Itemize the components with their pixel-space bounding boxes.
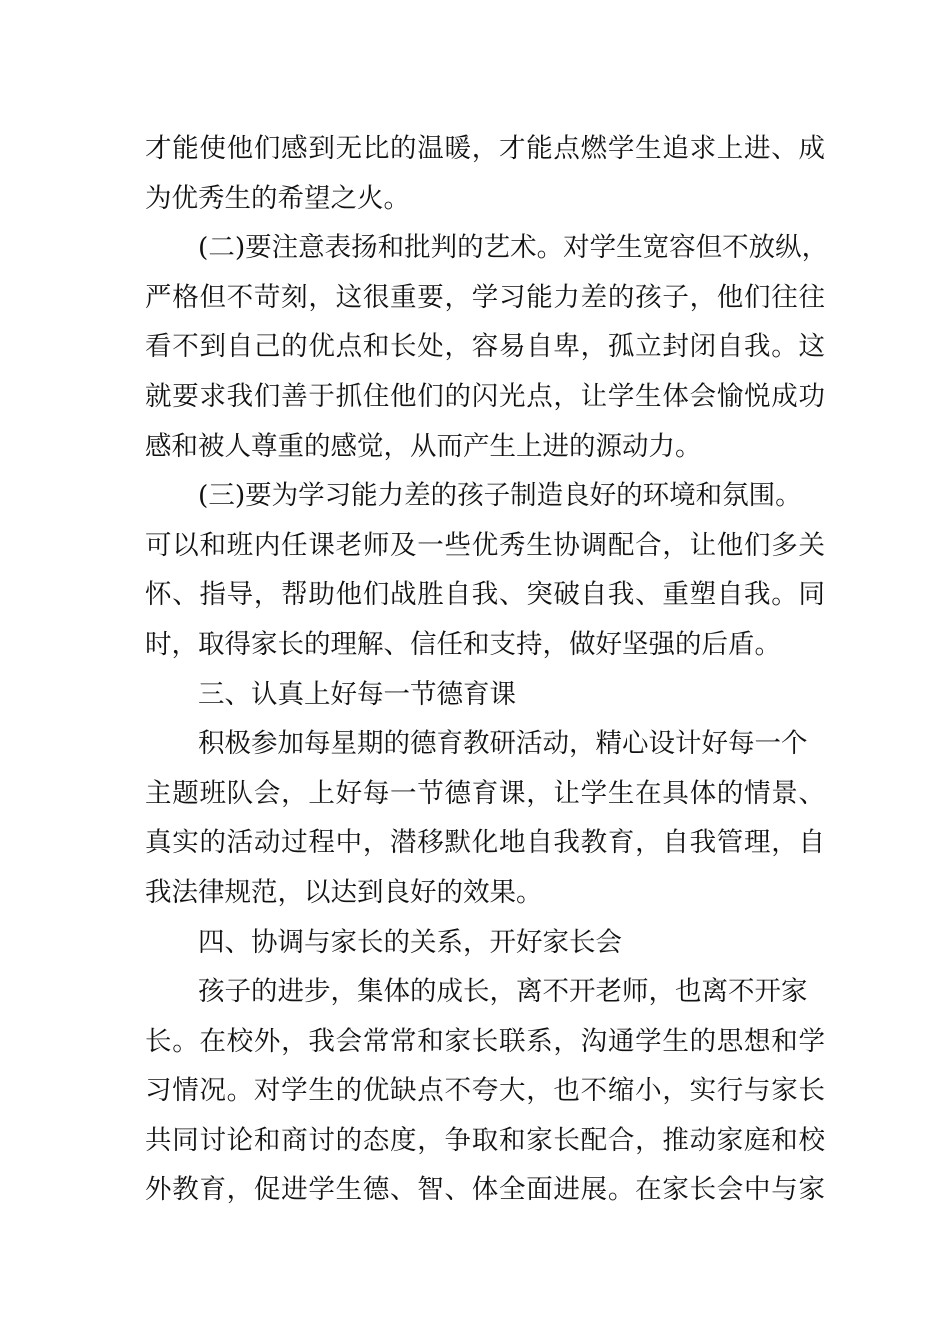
text-line: 才能使他们感到无比的温暖，才能点燃学生追求上进、成 [145, 133, 825, 164]
text-line: 为优秀生的希望之火。 [145, 182, 410, 214]
text-line: 主题班队会，上好每一节德育课，让学生在具体的情景、 [145, 777, 825, 809]
body-text [145, 124, 829, 1215]
text-line: 长。在校外，我会常常和家长联系，沟通学生的思想和学 [145, 1025, 825, 1057]
text-line: 真实的活动过程中，潜移默化地自我教育，自我管理，自 [145, 827, 825, 859]
text-line: 严格但不苛刻，这很重要，学习能力差的孩子，他们往往 [145, 281, 825, 313]
section-heading: 四、协调与家长的关系，开好家长会 [198, 926, 622, 958]
text-line: 就要求我们善于抓住他们的闪光点，让学生体会愉悦成功 [145, 380, 825, 412]
text-line: 积极参加每星期的德育教研活动，精心设计好每一个 [198, 728, 808, 760]
text-line: 共同讨论和商讨的态度，争取和家长配合，推动家庭和校 [145, 1124, 825, 1156]
text-line: (三)要为学习能力差的孩子制造良好的环境和氛围。 [198, 480, 802, 512]
text-line: 习情况。对学生的优缺点不夸大，也不缩小，实行与家长 [145, 1075, 825, 1107]
text-line: 时，取得家长的理解、信任和支持，做好坚强的后盾。 [145, 628, 781, 660]
text-line: 可以和班内任课老师及一些优秀生协调配合，让他们多关 [145, 529, 825, 561]
text-line: 看不到自己的优点和长处，容易自卑，孤立封闭自我。这 [145, 331, 825, 363]
text-line: 怀、指导，帮助他们战胜自我、突破自我、重塑自我。同 [145, 579, 825, 611]
text-line: 外教育，促进学生德、智、体全面进展。在家长会中与家 [145, 1174, 825, 1206]
text-line: 孩子的进步，集体的成长，离不开老师，也离不开家 [198, 976, 808, 1008]
text-line: 感和被人尊重的感觉，从而产生上进的源动力。 [145, 430, 702, 462]
text-line: 我法律规范，以达到良好的效果。 [145, 876, 543, 908]
section-heading: 三、认真上好每一节德育课 [198, 678, 516, 710]
text-line: (二)要注意表扬和批判的艺术。对学生宽容但不放纵， [198, 232, 829, 264]
